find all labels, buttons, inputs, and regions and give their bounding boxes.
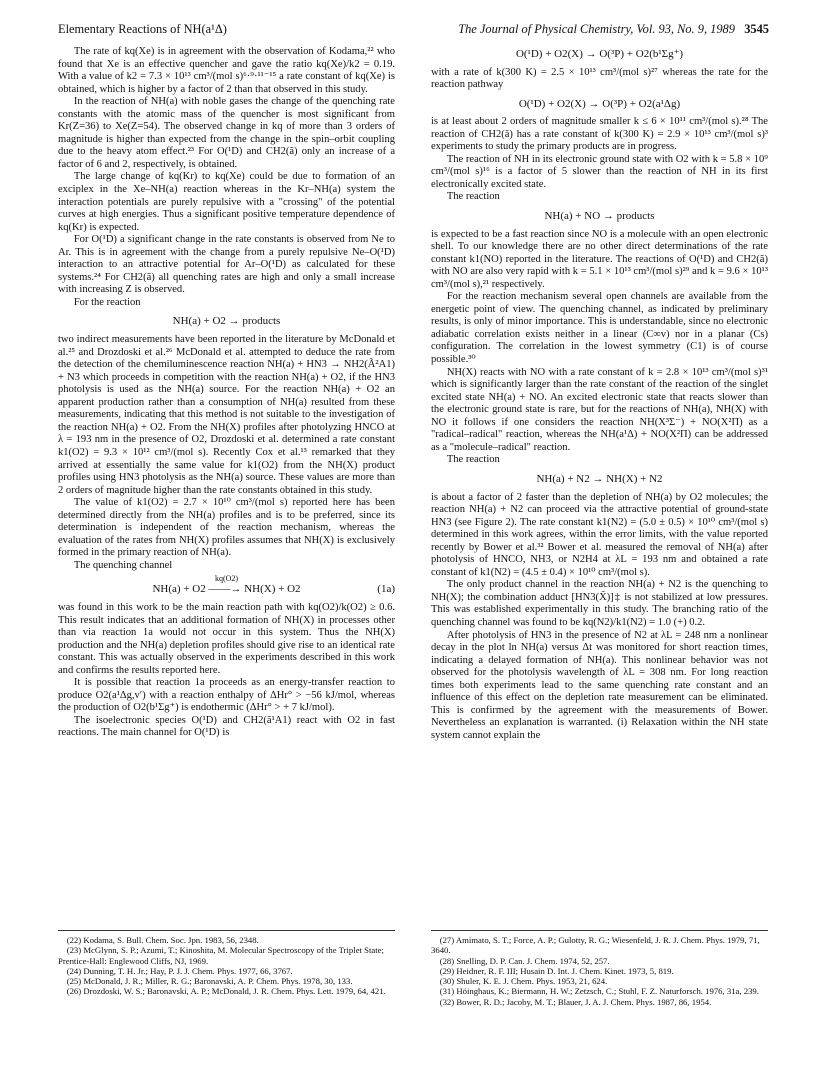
paragraph: The quenching channel [73,559,173,571]
reference: (27) Amimato, S. T.; Force, A. P.; Gulotty, R. G.; Wiesenfeld, J. R. J. Chem. Phys. 1979, 71, 3640. [431,935,760,956]
journal-citation [458,22,769,37]
reference: (25) McDonald, J. R.; Miller, R. G.; Baronavski, A. P. Chem. Phys. 1978, 30, 133. [66,976,353,987]
paragraph: was found in this work to be the main reaction path with kq(O2)/k(O2) ≥ 0.6. This result indicates that an additional formation of NH(X) in processes other than via reaction 1a would not occur in this system. Thus the NH(X) production and the NH(a) depletion profiles should give rise to an identical rate constant. This was actually observed in the experiments described in this work and confirms the results reported here. [58,601,395,676]
paragraph: is expected to be a fast reaction since NO is a molecule with an open electronic shell. To our knowledge there are no other direct determinations of the rate constant k1(NO) reported in the literature. The reactions of O(¹D) and CH2(ã) with NO are also very rapid with k = 5.1 × 10¹³ cm³/(mol s)²⁹ and k = 9.6 × 10¹³ cm³/(mol s),²¹ respectively. [431,228,768,290]
page-header [58,22,769,38]
equation: NH(a) + N2 → NH(X) + N2 [536,472,663,485]
paragraph: is about a factor of 2 faster than the depletion of NH(a) by O2 molecules; the reaction NH(a) + N2 can proceed via the attractive potential of ground-state HN3 (see Figure 2). The rate constant k1(N2) = (5.0 ± 0.5) × 10¹⁰ cm³/(mol s) determined in this work agrees, within the error limits, with the value reported recently by Bower et al.³² Bower et al. measured the removal of NH(a) after photolysis of HNCO, NH3, or N2H4 at λL = 193 nm and obtained a rate constant of k1(N2) = (4.5 ± 0.4) × 10¹⁰ cm³/(mol s). [431,491,768,578]
paragraph: The value of k1(O2) = 2.7 × 10¹⁰ cm³/(mol s) reported here has been determined directly from the NH(a) profiles and is to be preferred, since its determination is independent of the reaction mechanism, whereas the evaluation of the rates from NH(X) profiles assumes that NH(X) is exclusively formed in the primary reaction of NH(a). [58,497,395,559]
paragraph: For O(¹D) a significant change in the rate constants is observed from Ne to Ar. This is in agreement with the change from a purely repulsive Ne–O(¹D) interaction to an attractive potential for Ar–O(¹D) as calculated for these systems.²⁴ For CH2(ã) all quenching rates are high and only a small increase with increasing Z is observed. [58,234,395,296]
paragraph: After photolysis of HN3 in the presence of N2 at λL = 248 nm a nonlinear decay in the plot ln NH(a) versus Δt was monitored for short reaction times, indicating a delayed formation of NH(a). This nonlinear behavior was not observed for the photolysis wavelength of λL = 308 nm. For long reaction times both experiments lead to the same quenching rate constant and an influence of this effect on the depletion rate measurement can be eliminated. This is confirmed by the agreement with the measurements of Bower. Nevertheless an explanation is warranted. (i) Relaxation within the NH state system cannot explain the [431,629,768,741]
paragraph: In the reaction of NH(a) with noble gases the change of the quenching rate constants with the atomic mass of the quencher is most significant from Kr(Z=36) to Xe(Z=54). The observed change in kq of more than 3 orders of magnitude is higher than expected from the change in the spin–orbit coupling due to the heavy atom effect.²³ For O(¹D) and CH2(ã) only an increase of a factor of 6 and 2, respectively, is obtained. [58,96,395,170]
footnote-references-left [58,930,395,997]
reference: (32) Bower, R. D.; Jacoby, M. T.; Blauer, J. A. J. Chem. Phys. 1987, 86, 1954. [439,996,712,1007]
paragraph: The rate of kq(Xe) is in agreement with the observation of Kodama,²² who found that Xe is an effective quencher and gave the ratio kq(Xe)/k2 = 0.19. With a value of k2 = 7.3 × 10¹³ cm³/(mol s)⁶·⁹·¹¹⁻¹⁵ a rate constant of kq(Xe) is obtained, which is higher by a factor of 2 than that observed in this study. [58,46,395,95]
equation: O(¹D) + O2(X) → O(³P) + O2(b¹Σg⁺) [515,48,684,60]
reference: (24) Dunning, T. H. Jr.; Hay, P. J. J. Chem. Phys. 1977, 66, 3767. [66,965,293,976]
paragraph: NH(X) reacts with NO with a rate constant of k = 2.8 × 10¹³ cm³/(mol s)³¹ which is significantly larger than the rate constant of the reaction of the singlet excited state NH(a) + NO. An excited electronic state that reacts slower than the electronic ground state is rare, but for the reactions of NH(a), NH(X) with NO it follows if one considers the reaction NH(X³Σ⁻) + NO(X²Π) as a "radical–radical" reaction, whereas the NH(a¹Δ) + NO(X²Π) can be addressed as a "molecule–radical" reaction. [431,366,768,453]
footnote-divider [58,930,395,931]
running-title: Elementary Reactions of NH(a¹Δ) [58,22,227,36]
paragraph: For the reaction [73,296,141,308]
paragraph: The reaction of NH in its electronic ground state with O2 with k = 5.8 × 10⁹ cm³/(mol s)¹⁶ is a factor of 5 slower than the reaction of NH in its first electronically excited state. [431,153,768,190]
reference: (28) Snelling, D. P. Can. J. Chem. 1974, 52, 257. [439,955,610,966]
paragraph: The only product channel in the reaction NH(a) + N2 is the quenching to NH(X); the combination adduct [HN3(X̃)]‡ is not stabilized at low pressures. This was established experimentally in this study. The branching ratio of the quenching channel was found to be kq(N2)/k1(N2) = 1.0 (+) 0.2. [431,579,768,628]
paragraph: two indirect measurements have been reported in the literature by McDonald et al.²⁵ and Drozdoski et al.²⁶ McDonald et al. attempted to deduce the rate from the detection of the chemiluminescence reaction NH(a) + HN3 → NH2(Ã²A1) + N3 which proceeds in competition with the reaction NH(a) + O2, if the HN3 photolysis is used as the NH(a) source. For the reaction NH(a) + O2 an apparent production rather than a consumption of NH(a) resulted from these measurements, indicating that this method is not suitable to the investigation of the reaction NH(a) + O2. From the NH(X) profiles after photolyzing HNCO at λ = 193 nm in the presence of O2, Drozdoski et al. determined a rate constant k1(O2) = 9.3 × 10¹² cm³/(mol s). Recently Cox et al.¹³ remarked that they arrived at essentially the same value for k1(O2) from the NH(X) product profiles using HN3 photolysis as the NH(a) source. These values are more than 2 orders of magnitude higher than the rate constants obtained in this study. [58,334,395,496]
footnote-divider [431,930,768,931]
equation: NH(a) + NO → products [544,210,655,223]
page-number: 3545 [744,22,769,36]
reference: (23) McGlynn, S. P.; Azumi, T.; Kinoshita, M. Molecular Spectroscopy of the Triplet State; Prentice-Hall: Englewood Cliffs, NJ, 1969. [58,945,384,966]
equation-rate-label: kq(O2) [214,574,239,584]
equation: NH(a) + O2 → products [172,315,281,328]
left-column [58,46,395,740]
paragraph: The reaction [446,454,500,466]
equation: O(¹D) + O2(X) → O(³P) + O2(a¹Δg) [518,97,681,110]
reference: (29) Heidner, R. F. III; Husain D. Int. J. Chem. Kinet. 1973, 5, 819. [439,965,674,976]
paragraph: The isoelectronic species O(¹D) and CH2(ã¹A1) react with O2 in fast reactions. The main channel for O(¹D) is [58,714,395,739]
equation-1a [58,574,395,596]
reference: (26) Drozdoski, W. S.; Baronavski, A. P.; McDonald, J. R. Chem. Phys. Lett. 1979, 64, 421. [66,986,386,997]
footnote-references-right [431,930,768,1007]
paragraph: The reaction [446,191,500,203]
reference: (30) Shuler, K. E. J. Chem. Phys. 1953, 21, 624. [439,976,608,987]
paragraph: The large change of kq(Kr) to kq(Xe) could be due to formation of an exciplex in the Xe–NH(a) reaction whereas in the Kr–NH(a) system the interaction potentials are purely repulsive with a "crossing" of the potential curves at high energies. Thus a significant positive temperature dependence of kq(Kr) is expected. [58,171,395,233]
equation-number: (1a) [377,583,395,596]
right-column [431,46,768,742]
paragraph: is at least about 2 orders of magnitude smaller k ≤ 6 × 10¹¹ cm³/(mol s).²⁸ The reaction of CH2(ã) has a rate constant of k(300 K) = 2.9 × 10¹³ cm³/(mol s)³ experiments to study the primary products are in progress. [431,116,768,153]
paragraph: with a rate of k(300 K) = 2.5 × 10¹³ cm³/(mol s)²⁷ whereas the rate for the reaction pathway [431,66,768,91]
reference: (31) Höinghaus, K.; Biermann, H. W.; Zetzsch, C.; Stuhl, F. Z. Naturforsch. 1976, 31a, 239. [439,986,759,997]
paragraph: For the reaction mechanism several open channels are available from the energetic point of view. The quenching channel, as indicated by preliminary results, is only of minor importance. This is understandable, since no electronic adiabatic correlation exists neither in a linear (C∞v) nor in a planar (Cs) configuration. The correlation in the lowest symmetry (C1) is of course possible.³⁰ [431,291,768,366]
equation-body: NH(a) + O2 ——→ NH(X) + O2 [152,583,301,596]
journal-name: The Journal of Physical Chemistry, Vol. 93, No. 9, 1989 [458,22,735,36]
paragraph: It is possible that reaction 1a proceeds as an energy-transfer reaction to produce O2(a¹Δg,v′) with a reaction enthalpy of ΔHr° > −56 kJ/mol, whereas the production of O2(b¹Σg⁺) is endothermic (ΔHr° > + 7 kJ/mol). [58,677,395,714]
reference: (22) Kodama, S. Bull. Chem. Soc. Jpn. 1983, 56, 2348. [66,935,259,945]
